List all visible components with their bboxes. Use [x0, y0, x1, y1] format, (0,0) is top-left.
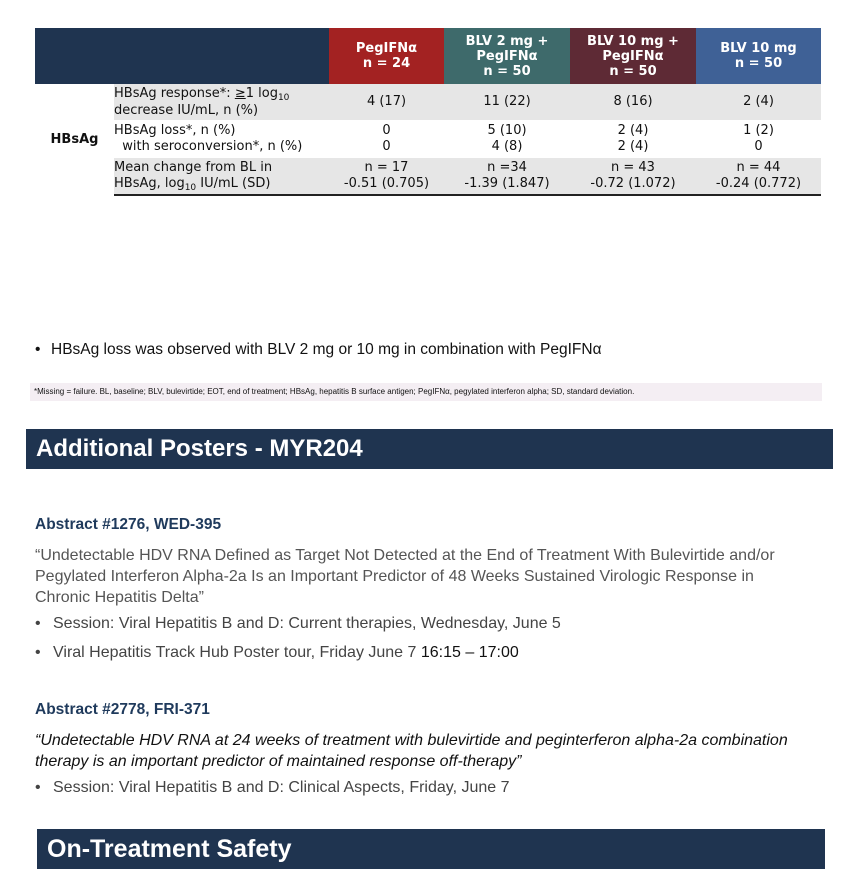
row-label-mean-change: Mean change from BL in HBsAg, $\log_{10} IU/mL$ (SD): [114, 158, 329, 195]
section-title: On-Treatment Safety: [47, 835, 292, 863]
header-blank-cell: [35, 28, 329, 84]
header-blv10: BLV 10 mg n = 50: [696, 28, 821, 84]
header-blv2-pegifn: BLV 2 mg + PegIFNα n = 50: [444, 28, 570, 84]
table-cell: n = 17 -0.51 (0.705): [329, 158, 444, 195]
table-cell: n =34 -1.39 (1.847): [444, 158, 570, 195]
table-cell: 11 (22): [444, 84, 570, 120]
abstract-1-title: Abstract #1276, WED-395: [35, 516, 222, 533]
section-banner-posters: [26, 429, 833, 469]
table-row: [35, 158, 821, 195]
table-cell: 5 (10) 4 (8): [487, 123, 527, 154]
row-label-loss: HBsAg loss*, n (%) with seroconversion*, n (%): [114, 123, 303, 154]
table-row: [35, 84, 821, 120]
table-cell: 2 (4): [696, 84, 821, 120]
group-label-hbsag: HBsAg: [35, 84, 114, 195]
table-cell: 1 (2) 0: [743, 123, 774, 154]
header-pegifn: PegIFNα n = 24: [329, 28, 444, 84]
table-cell: 0 0: [382, 123, 391, 154]
table-header-row: [35, 28, 821, 84]
list-item: • Viral Hepatitis Track Hub Poster tour, Friday June 7 16:15 – 17:00: [35, 644, 519, 661]
table-cell: 8 (16): [570, 84, 696, 120]
summary-bullet: • HBsAg loss was observed with BLV 2 mg or 10 mg in combination with PegIFNα: [35, 341, 602, 358]
results-table: [35, 28, 821, 196]
bullet-icon: •: [35, 615, 41, 632]
bullet-icon: •: [35, 779, 41, 796]
list-item: • Session: Viral Hepatitis B and D: Current therapies, Wednesday, June 5: [35, 615, 561, 632]
table-cell: n = 43 -0.72 (1.072): [570, 158, 696, 195]
table-cell: 2 (4) 2 (4): [617, 123, 649, 154]
table-row: [35, 120, 821, 158]
table-cell: 4 (17): [329, 84, 444, 120]
abstract-2-quote: “Undetectable HDV RNA at 24 weeks of treatment with bulevirtide and peginterferon alpha-2a combination therapy is an important predictor of maintained response off-therapy”: [35, 732, 788, 770]
table-cell: n = 44 -0.24 (0.772): [696, 158, 821, 195]
section-title: Additional Posters - MYR204: [36, 435, 363, 462]
section-banner-safety: [37, 829, 825, 869]
row-label-response: HBsAg response*: ≥1 $\log_{10}$ decrease IU/mL, n (%): [114, 84, 329, 120]
bullet-icon: •: [35, 644, 41, 661]
footnote: *Missing = failure. BL, baseline; BLV, bulevirtide; EOT, end of treatment; HBsAg, hepatitis B surface antigen; PegIFNα, pegylated interferon alpha; SD, standard deviation.: [30, 383, 822, 401]
list-item: • Session: Viral Hepatitis B and D: Clinical Aspects, Friday, June 7: [35, 779, 510, 796]
header-blv10-pegifn: BLV 10 mg + PegIFNα n = 50: [570, 28, 696, 84]
bullet-icon: •: [35, 341, 41, 358]
abstract-1-quote: “Undetectable HDV RNA Defined as Target Not Detected at the End of Treatment With Bulevirtide and/or Pegylated Interferon Alpha-2a Is an Important Predictor of 48 Weeks Sustained Virologic Response in Chronic Hepatitis Delta”: [35, 547, 775, 606]
abstract-2-title: Abstract #2778, FRI-371: [35, 701, 210, 718]
